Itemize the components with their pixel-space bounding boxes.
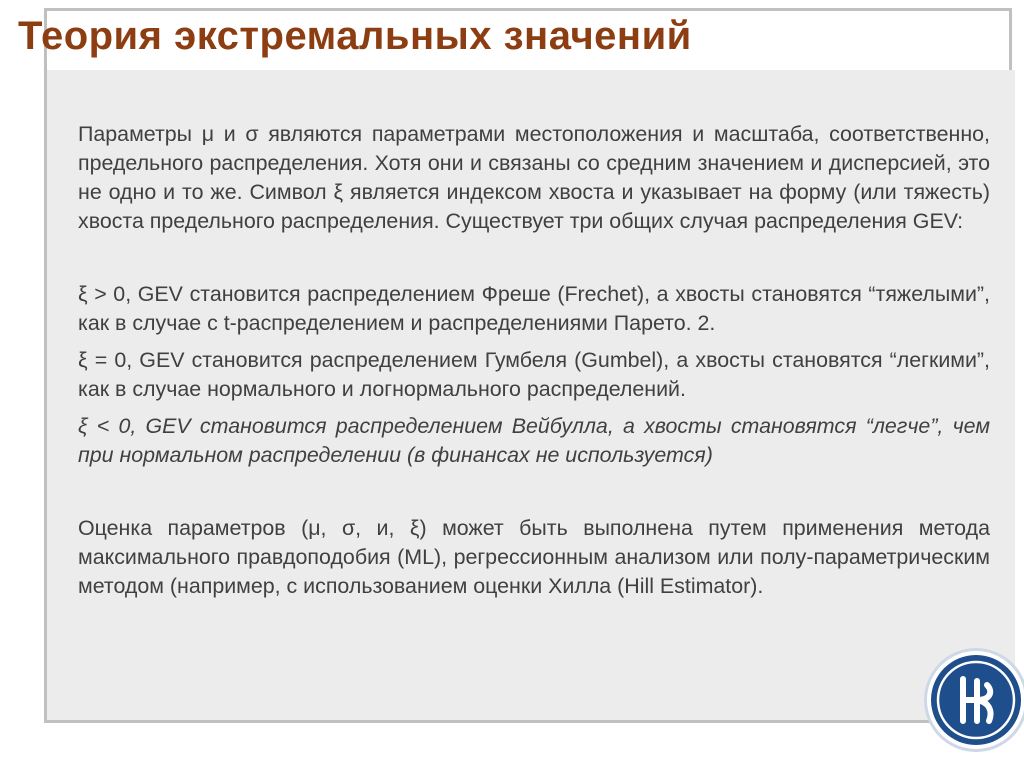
intro-paragraph: Параметры μ и σ являются параметрами местоположения и масштаба, соответственно, предельного распределения. Хотя они и связаны со средним значением и дисперсией, это не одно и то же. Символ ξ является индексом хвоста и указывает на форму (или тяжесть) хвоста предельного распределения. Существует три общих случая распределения GEV: (78, 122, 990, 233)
slide-title: Теория экстремальных значений (18, 14, 692, 58)
estimation-paragraph: Оценка параметров (μ, σ, и, ξ) может быть выполнена путем применения метода максимального правдоподобия (ML), регрессионным анализом или полу-параметрическим методом (например, с использованием оценки Хилла (Hill Estimator). (78, 516, 990, 598)
case-gumbel: ξ = 0, GEV становится распределением Гумбеля (Gumbel), а хвосты становятся “легкими”, как в случае нормального и логнормального распределений. (78, 348, 990, 401)
slide-body (78, 120, 990, 601)
hse-logo-icon (924, 648, 1024, 752)
case-weibull: ξ < 0, GEV становится распределением Вейбулла, а хвосты становятся “легче”, чем при нормальном распределении (в финансах не используется) (78, 414, 990, 467)
case-frechet: ξ > 0, GEV становится распределением Фреше (Frechet), а хвосты становятся “тяжелыми”, как в случае с t-распределением и распределениями Парето. 2. (78, 282, 990, 335)
